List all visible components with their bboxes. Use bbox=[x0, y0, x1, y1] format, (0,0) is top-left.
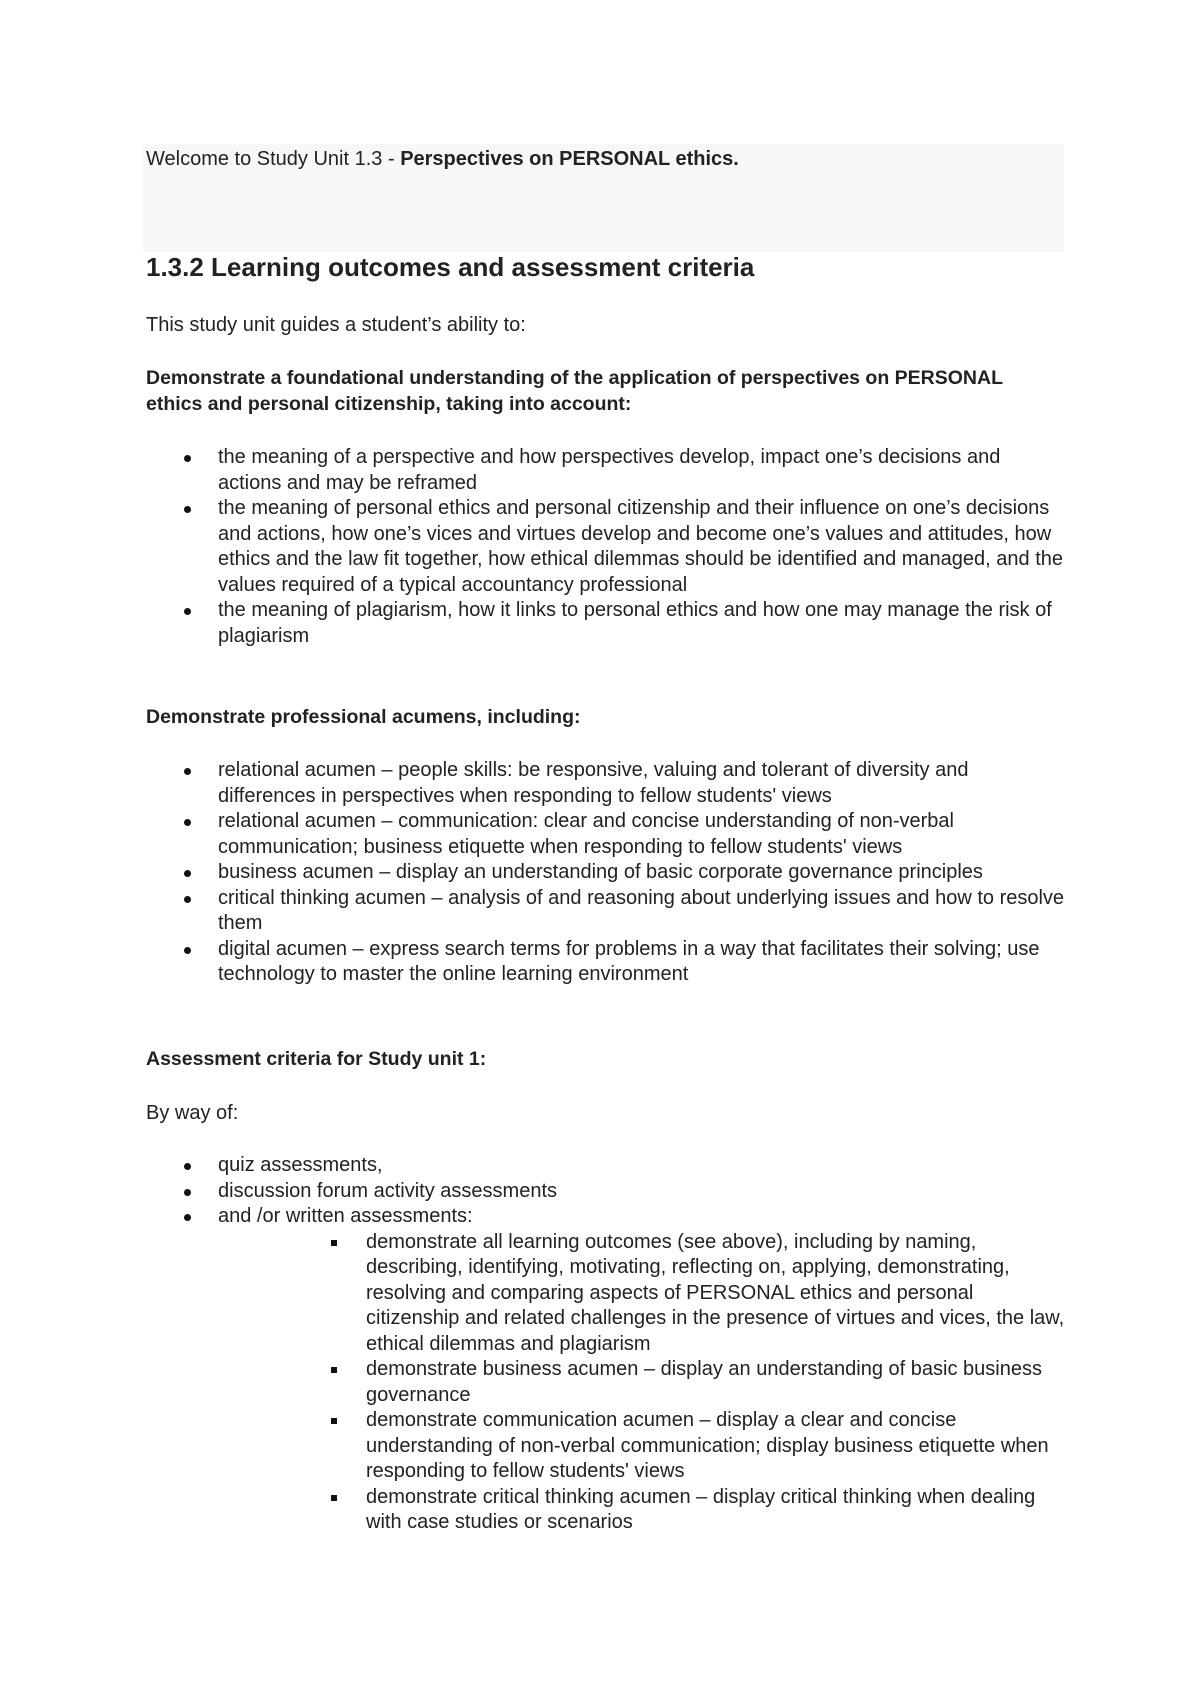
list-item: relational acumen – people skills: be responsive, valuing and tolerant of diversity and differences in perspectives when responding to fellow students' views bbox=[146, 758, 1066, 809]
assessment-list bbox=[146, 1153, 1066, 1536]
list-item: digital acumen – express search terms for problems in a way that facilitates their solving; use technology to master the online learning environment bbox=[146, 937, 1066, 988]
list-item: quiz assessments, bbox=[146, 1153, 1066, 1179]
sublist-item: demonstrate all learning outcomes (see above), including by naming, describing, identifying, motivating, reflecting on, applying, demonstrating, resolving and comparing aspects of PERSONAL ethics and personal citizenship and related challenges in the presence of virtues and vices, the law, ethical dilemmas and plagiarism bbox=[366, 1230, 1066, 1358]
list-item: the meaning of plagiarism, how it links to personal ethics and how one may manage the risk of plagiarism bbox=[146, 598, 1066, 649]
list-item: relational acumen – communication: clear and concise understanding of non-verbal communication; business etiquette when responding to fellow students' views bbox=[146, 809, 1066, 860]
section-heading-acumens: Demonstrate professional acumens, including: bbox=[146, 706, 581, 728]
assessment-intro: By way of: bbox=[146, 1102, 239, 1124]
sublist-item: demonstrate communication acumen – display a clear and concise understanding of non-verbal communication; display business etiquette when responding to fellow students' views bbox=[366, 1408, 1066, 1485]
list-item: business acumen – display an understanding of basic corporate governance principles bbox=[146, 860, 1066, 886]
acumens-list bbox=[146, 758, 1066, 988]
list-item: the meaning of a perspective and how perspectives develop, impact one’s decisions and actions and may be reframed bbox=[146, 445, 1066, 496]
list-item bbox=[146, 1204, 1066, 1536]
sublist-item: demonstrate critical thinking acumen – display critical thinking when dealing with case studies or scenarios bbox=[366, 1485, 1066, 1536]
welcome-line bbox=[146, 146, 739, 172]
list-item: the meaning of personal ethics and personal citizenship and their influence on one’s decisions and actions, how one’s vices and virtues develop and become one’s values and attitudes, how ethics and the law fit together, how ethical dilemmas should be identified and managed, and the values required of a typical accountancy professional bbox=[146, 496, 1066, 598]
written-assessment-sublist bbox=[366, 1230, 1066, 1536]
welcome-prefix: Welcome to Study Unit 1.3 - bbox=[146, 148, 401, 170]
understanding-list bbox=[146, 445, 1066, 649]
list-item: discussion forum activity assessments bbox=[146, 1179, 1066, 1205]
list-item: critical thinking acumen – analysis of and reasoning about underlying issues and how to resolve them bbox=[146, 886, 1066, 937]
intro-text: This study unit guides a student’s ability to: bbox=[146, 314, 526, 336]
page-title: 1.3.2 Learning outcomes and assessment criteria bbox=[146, 252, 755, 282]
welcome-title: Perspectives on PERSONAL ethics. bbox=[400, 148, 739, 170]
section-heading-understanding: Demonstrate a foundational understanding of the application of perspectives on PERSONAL ethics and personal citizenship, taking into account: bbox=[146, 367, 1003, 415]
sublist-item: demonstrate business acumen – display an understanding of basic business governance bbox=[366, 1357, 1066, 1408]
section-heading-assessment: Assessment criteria for Study unit 1: bbox=[146, 1048, 487, 1070]
list-item-label: and /or written assessments: bbox=[218, 1205, 473, 1227]
